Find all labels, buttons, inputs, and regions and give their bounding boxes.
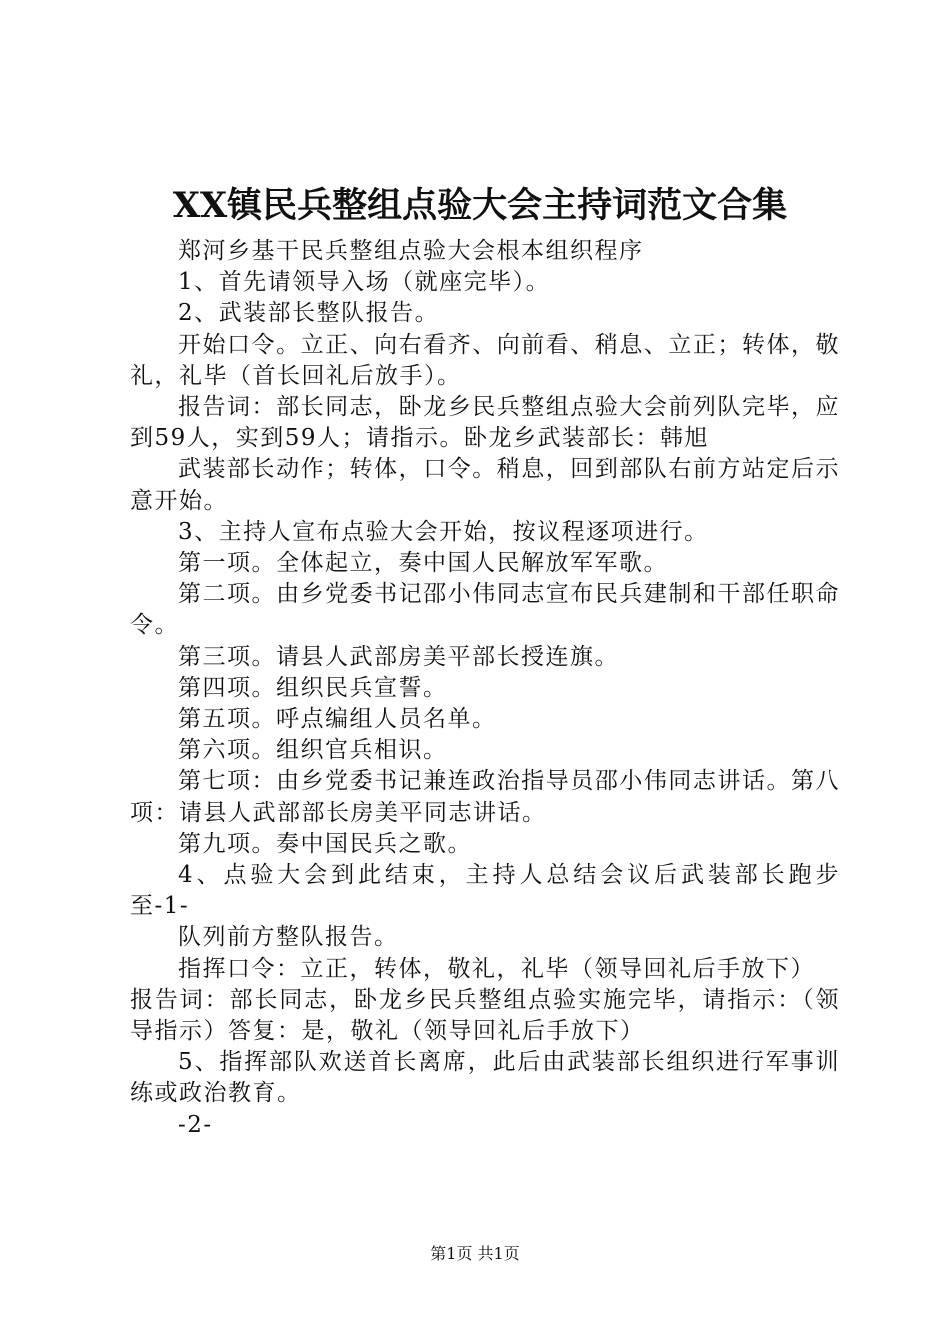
paragraph-step-2: 2、武装部长整队报告。 <box>178 300 440 327</box>
paragraph-item-5: 第五项。呼点编组人员名单。 <box>178 706 497 733</box>
paragraph-formation-report: 队列前方整队报告。 <box>178 924 399 951</box>
paragraph-commander-actions: 武装部长动作；转体，口令。稍息，回到部队右前方站定后示意开始。 <box>130 456 840 514</box>
paragraph-item-6: 第六项。组织官兵相识。 <box>178 737 448 764</box>
paragraph-item-3: 第三项。请县人武部房美平部长授连旗。 <box>178 643 619 670</box>
paragraph-item-7-8: 第七项：由乡党委书记兼连政治指导员邵小伟同志讲话。第八项：请县人武部部长房美平同志讲话。 <box>130 768 840 826</box>
paragraph-report-words: 报告词：部长同志，卧龙乡民兵整组点验大会前列队完毕，应到59人，实到59人；请指示。卧龙乡武装部长：韩旭 <box>130 394 840 452</box>
paragraph-program-heading: 郑河乡基干民兵整组点验大会根本组织程序 <box>178 238 644 264</box>
paragraph-step-5: 5、指挥部队欢送首长离席，此后由武装部长组织进行军事训练或政治教育。 <box>130 1049 840 1107</box>
paragraph-item-9: 第九项。奏中国民兵之歌。 <box>178 830 472 857</box>
document-body <box>130 236 840 1141</box>
page-footer: 第1页 共1页 <box>430 1244 520 1263</box>
paragraph-opening-commands: 开始口令。立正、向右看齐、向前看、稍息、立正；转体，敬礼，礼毕（首长回礼后放手）。 <box>130 331 840 389</box>
paragraph-step-4: 4、点验大会到此结束，主持人总结会议后武装部长跑步至-1- <box>130 862 840 920</box>
paragraph-final-report: 报告词：部长同志，卧龙乡民兵整组点验实施完毕，请指示：（领导指示）答复：是，敬礼（领导回礼后手放下） <box>130 986 840 1045</box>
document-title: XX镇民兵整组点验大会主持词范文合集 <box>172 185 788 226</box>
paragraph-step-3: 3、主持人宣布点验大会开始，按议程逐项进行。 <box>178 518 709 545</box>
paragraph-step-1: 1、首先请领导入场（就座完毕）。 <box>178 269 551 296</box>
paragraph-item-4: 第四项。组织民兵宣誓。 <box>178 674 448 701</box>
paragraph-command-words: 指挥口令：立正，转体，敬礼，礼毕（领导回礼后手放下） <box>178 955 815 982</box>
paragraph-item-1: 第一项。全体起立，奏中国人民解放军军歌。 <box>178 550 668 577</box>
paragraph-page-marker: -2- <box>178 1111 213 1138</box>
paragraph-item-2: 第二项。由乡党委书记邵小伟同志宣布民兵建制和干部任职命令。 <box>130 581 840 639</box>
